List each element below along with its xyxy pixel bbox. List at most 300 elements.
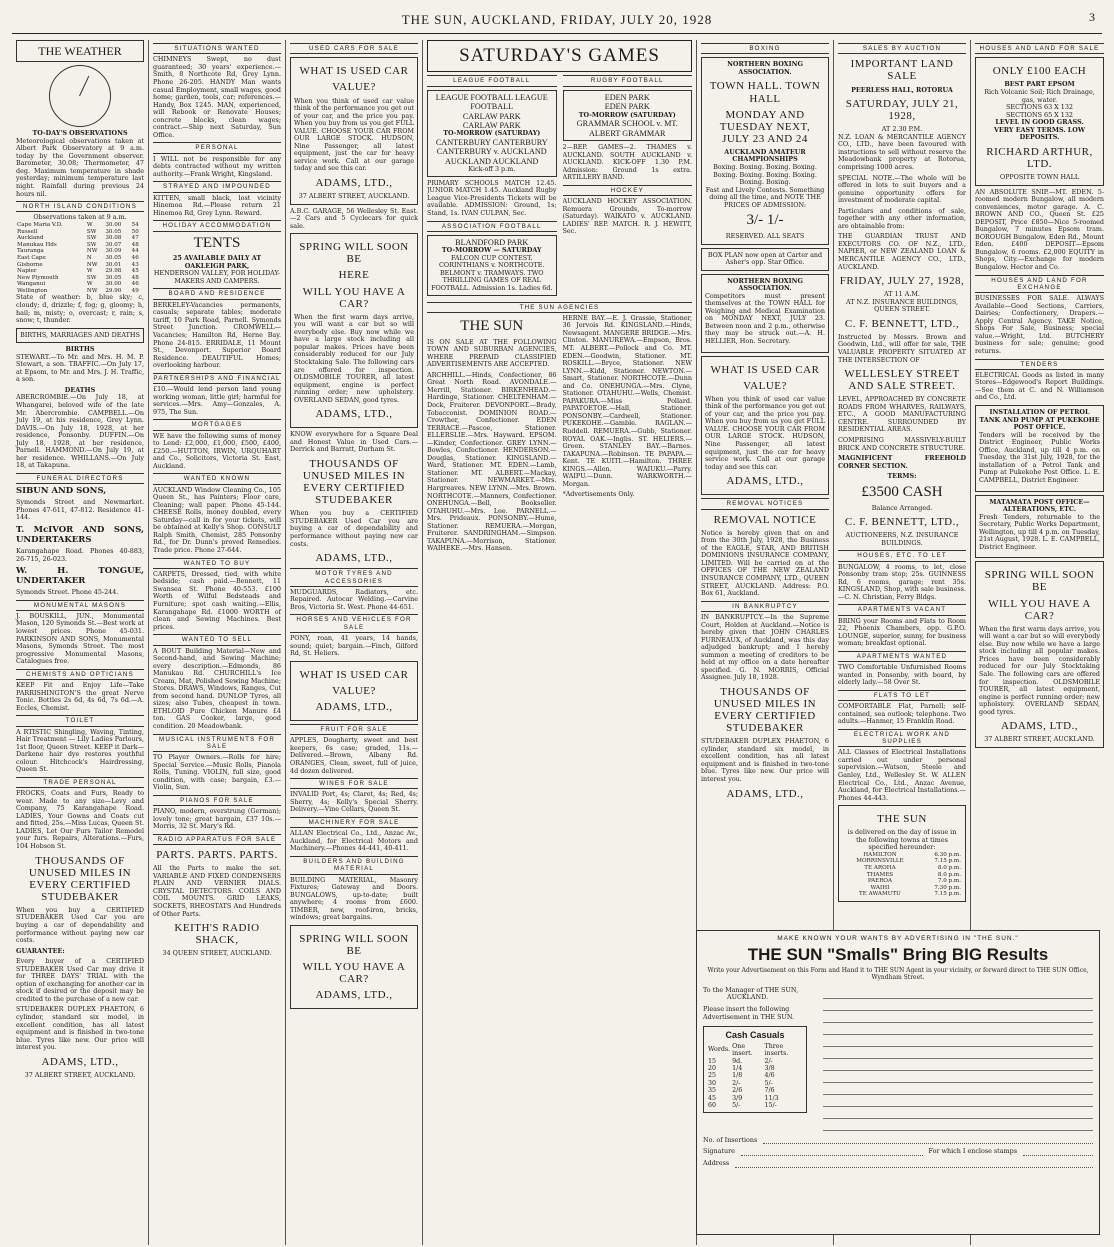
births-title: BIRTHS, MARRIAGES AND DEATHS — [16, 328, 144, 344]
auction-street: WELLESLEY STREET AND SALE STREET. — [844, 368, 960, 393]
wines-title: WINES FOR SALE — [290, 778, 418, 789]
weather-title: THE WEATHER — [16, 40, 144, 62]
used-text: When you think of used car value think of the performance you get out of your car, and the price you pay. When you buy from us you get FULL VALUE. CHOOSE YOUR CAR FROM OUR LARGE STOCK. HUDSON, Nine Passenger, all latest equipment, just the car for heavy service work. Call at our garage today and see this car. — [294, 96, 414, 173]
deaths-text: ABERCROMBIE.—On July 18, at Whangarei, beloved wife of the late Mr. Abercrombie. CAMPBELL.—On July 19, at his residence, Grey Lynn. DAVIS.—On July 18, 1928, at her residence, Ponsonby. DUFFIN.—On July 18, 1928, at her residence, Parnell. HAMMOND.—On July 19, at her residence. WHILLANS.—On July 18, at Takapuna. — [16, 393, 144, 470]
station-t: 44 — [131, 248, 139, 255]
spring-big3-c: WILL YOU HAVE A CAR? — [988, 597, 1091, 622]
rate-cell: 15/- — [764, 1102, 777, 1110]
station-name: Gisborne — [17, 261, 43, 268]
rate-cell: 7/6 — [764, 1087, 775, 1095]
station-t: 48 — [131, 274, 139, 281]
wanted-buy-title: WANTED TO BUY — [153, 558, 281, 569]
holiday-text: HENDERSON VALLEY, FOR HOLIDAY-MAKERS AND CAMPERS. — [153, 269, 281, 285]
apartments-wanted-text: TWO Comfortable Unfurnished Rooms wanted in Ponsonby, with board, by elderly lady.—58 Over St. — [838, 663, 966, 687]
spring-text-c: When the first warm days arrive, you will want a car but so will everybody else. Buy now while we have a large stock including all popular makes. Prices have been considerably reduced for our July Stocktaking Sale. The following cars are offered for inspection. OLDSMOBILE TOURER, all latest equipment, engine is perfect running order; new upholstery. OVERLAND SEDAN, good tyres. — [979, 624, 1100, 716]
ad-writing-lines[interactable] — [823, 987, 1093, 1131]
delivery-time: 7.0 p.m. — [937, 878, 961, 885]
auction-at-nz: AT N.Z. INSURANCE BUILDINGS, QUEEN STREET. — [845, 297, 959, 314]
boxing-prices-note: RESERVED. ALL SEATS — [725, 232, 805, 240]
auction-magnificent: MAGNIFICENT FREEHOLD CORNER SECTION. — [838, 454, 966, 470]
mortgages-text: WE have the following sums of money to Lend: £2,000, £1,000, £500, £400, £250.—HUTTON, IRWIN, URQUHART and Co., Solicitors, Victoria St. East, Auckland. — [153, 431, 281, 470]
league-teams: CANTERBURY CANTERBURY CANTERBURY v. AUCKLAND AUCKLAND AUCKLAND — [435, 137, 548, 166]
auction-friday: FRIDAY, JULY 27, 1928, — [839, 275, 965, 288]
station-bar: 30.05 — [105, 228, 122, 235]
delivery-town: TE AWAMUTU — [859, 891, 901, 898]
houses-list: AN ABSOLUTE SNIP.—MT. EDEN. 5-roomed modern Bungalow, all modern conveniences, motor garage. A. C. BROWN AND CO., Queen St. £25 DEPOSIT, Price £850—Nice 5-roomed Bungalow, 7 minutes Epsom tram. BOROUGH Bungalow, Eden Rd., Mount Eden. £400 DEPOSIT—Epsom Bungalow, 6 rooms. £2,000 EQUITY in Shops, City.—Exchange for modern Bungalow. Hector and Co. — [975, 187, 1104, 271]
enclose-field[interactable] — [1023, 1155, 1093, 1156]
smalls-sub: Write your Advertisement on this Form and Hand it to THE SUN Agent in your vicinity, or forward direct to THE SUN Office, Wyndham Street. — [707, 966, 1089, 981]
board-title: BOARD AND RESIDENCE — [153, 288, 281, 299]
radio-text: All the Parts to make the set. VARIABLE AND FIXED CONDENSERS PLAIN AND VERNIER DIALS. CRYSTAL DETECTORS. COILS AND COIL MOUNTS. GRID LEAKS, SOCKETS, RHEOSTATS And Hundreds of Other Parts. — [153, 864, 281, 918]
houses-sale-title: HOUSES AND LAND FOR SALE — [975, 43, 1104, 54]
trade-text: FROCKS, Coats and Furs, Ready to wear. Made to any size—Levy and Company, 75 Karangahape Road. LADIES, Your Gowns and Coats cut and fitted, 25s.—Miss Lucas, Queen St. LADIES, Let Our Furs Tailor Remodel your furs. Repairs, Alterations.—Furs, 104 Hobson St. — [16, 789, 144, 850]
station-t: 48 — [131, 241, 139, 248]
rate-row — [707, 1102, 803, 1109]
box-plan: BOX PLAN now open at Carter and Asher's opp. Star Office. — [701, 248, 829, 271]
used-big1: WHAT IS USED CAR — [299, 65, 409, 78]
boxing-list: Boxing. Boxing. Boxing. Boxing. Boxing. Boxing. Boxing. Boxing. Boxing. Boxing. — [713, 162, 817, 187]
pianos-title: PIANOS FOR SALE — [153, 795, 281, 806]
musical-title: MUSICAL INSTRUMENTS FOR SALE — [153, 734, 281, 753]
rate-row — [707, 1072, 803, 1079]
ad-line[interactable] — [823, 1119, 1093, 1131]
adams-name-4: ADAMS, LTD., — [315, 552, 393, 565]
column-2 — [149, 40, 286, 1245]
builders-title: BUILDERS AND BUILDING MATERIAL — [290, 856, 418, 875]
bankruptcy-text: IN BANKRUPTCY.—In the Supreme Court, Holden at Auckland.—Notice is hereby given that JOHN CHARLES FURNEAUX, of Auckland, was this day adjudged bankrupt; and I hereby summon a meeting of creditors to be held at my office on a date hereafter specified. G. N. MORRIS, Official Assignee. July 18, 1928. — [701, 612, 829, 682]
rate-cell: 1/8 — [732, 1072, 743, 1080]
ad-line[interactable] — [823, 1047, 1093, 1059]
removal-big: REMOVAL NOTICE — [713, 513, 817, 526]
rate-row — [707, 1087, 803, 1094]
used-text-c: When you think of used car value think of the performance you get out of your car, and the price you pay. When you buy from us you get FULL VALUE. CHOOSE YOUR CAR FROM OUR LARGE STOCK. HUDSON, Nine Passenger, all latest equipment, just the car for heavy service work. Call at our garage today and see this car. — [705, 394, 825, 471]
wanted-buy-text: CARPETS, Dressed, tied, with white bedside; cash paid.—Bennett, 11 Swansea St. Phone 40-553. £100 Worth of Wilful Bedsteads and Furniture; spot cash waiting.—Ellis, Karangahape Rd. £1000 WORTH of clean and Sewing Machines. Best prices. — [153, 569, 281, 631]
delivery-row — [842, 852, 962, 859]
houses-let-text: BUNGALOW, 4 rooms, to let, close Ponsonby tram stop; 25s. GUINNESS Rd, 6 rooms, garage; rent 35s. KINGSLAND, Shop, with sale business.—C. N. Christian, Ferry Bldgs. — [838, 562, 966, 601]
delivery-town: TE AROHA — [864, 865, 896, 872]
abc-garage: A.B.C. GARAGE, 56 Wellesley St. East.—2 Cars and 5 Cyclecars for quick sale. — [290, 206, 418, 230]
delivery-town: MORRINSVILLE — [856, 858, 904, 865]
ad-line[interactable] — [823, 1071, 1093, 1083]
delivery-time: 6.30 p.m. — [934, 851, 961, 858]
cash-casuals-box — [703, 1026, 807, 1113]
delivery-town: THAMES — [866, 871, 894, 878]
enclose-label: For which I enclose stamps — [928, 1147, 1017, 1156]
adams-name-2: ADAMS, LTD., — [315, 176, 393, 189]
delivery-town: WAIHI — [870, 884, 890, 891]
horses-text: PONY, roan, 41 years, 14 hands, sound; quiet; bargain.—Finch, Gilford Rd, St. Heliers. — [290, 634, 418, 658]
auction-level: LEVEL, APPROACHED BY CONCRETE ROADS FROM WHARVES, RAILWAYS, ETC., A GOOD MANUFACTURING CENTRE. SURROUNDED BY RESIDENTIAL AREAS. — [838, 395, 966, 434]
tender-matamata: MATAMATA POST OFFICE—ALTERATIONS, ETC. — [989, 497, 1090, 514]
partnerships-title: PARTNERSHIPS AND FINANCIAL — [153, 373, 281, 384]
station-bar: 30.01 — [105, 261, 122, 268]
station-name: Auckland — [17, 235, 44, 242]
station-bar: 30.07 — [105, 241, 122, 248]
signature-label: Signature — [703, 1147, 735, 1156]
agencies-sun: THE SUN — [460, 317, 524, 334]
barometer-dial-icon — [49, 65, 111, 127]
chemists-text: KEEP Fit and Enjoy Life—Take PARRISHINGTON'S the great Nerve Tonic. Bottles 2s 6d, 4s 6d, 7s 6d.—A. Eccles, Chemist. — [16, 681, 144, 712]
auction-bennett-text: Instructed by Messrs. Brown and Goodwin, Ltd., will offer for sale, THE VALUABLE PROPERTY SITUATED AT THE INTERSECTION OF — [838, 332, 966, 364]
station-name: Wanganui — [17, 281, 46, 288]
station-wind: NW — [86, 248, 98, 255]
rate-cell: 2/- — [732, 1079, 741, 1087]
adams-name-6: ADAMS, LTD., — [315, 989, 393, 1002]
apartments-title: APARTMENTS VACANT — [838, 604, 966, 615]
tender-matamata-text: Fresh Tenders, returnable to the Secretary, Public Works Department, Wellington, up till 4 p.m. on Tuesday, 21st August, 1928. L. E. CAMPBELL, District Engineer. — [979, 512, 1100, 551]
boxing-assoc: NORTHERN BOXING ASSOCIATION. — [727, 60, 803, 76]
funeral-2-text: Karangahape Road. Phones 40-883, 26-715, 26-023. — [16, 546, 144, 563]
weather-obs-text: Meteorological observations taken at Albert Park Observatory at 9 a.m. today by the Government observer. Barometer, 30.08; Thermometer, 47 deg. Maximum temperature in shade yesterday; minimum temperature last night. Rainfall during previous 24 hours nil. — [16, 136, 144, 198]
delivery-time: 8.0 p.m. — [937, 871, 961, 878]
weather-state-note: State of weather: b, blue sky; c, cloudy; d, drizzle; f, fog; g, gloomy; h, hail; m, misty; o, overcast; r, rain; s, snow; t, thunder. — [16, 293, 144, 325]
boxing-town-hall: TOWN HALL. TOWN HALL — [709, 80, 821, 105]
league-date: TO-MORROW (SATURDAY) — [443, 129, 541, 138]
signature-field[interactable] — [741, 1155, 923, 1156]
address-field[interactable] — [735, 1167, 1093, 1168]
station-t: 46 — [131, 254, 139, 261]
ad-line[interactable] — [823, 987, 1093, 999]
auction-balance: Balance Arranged. — [871, 503, 933, 512]
rate-cell: 9d. — [732, 1057, 743, 1065]
adams-name-3: ADAMS, LTD., — [315, 408, 393, 421]
situations-text: CHIMNEYS Swept, no dust guaranteed; 30 years' experience.—Smith, 8 Northcote Rd, Grey Lynn. Phone 26-205. HANDY Man wants casual Employment, small wages, good home; garden, tools, car; references.—Handy, Box 1245. MAN, experienced, will Rebook or Renovate Houses; concrete blocks, clean wages; contract.—Ship next Saturday, Sun Office. — [153, 55, 281, 139]
apartments-text: BRING your Rooms and Flats to Room 22, Phoenix Chambers, opp. G.P.O. LOUNGE, superior, sunny, for business woman; breakfast optional. — [838, 616, 966, 648]
machinery-text: ALLAN Electrical Co., Ltd., Anzac Av., Auckland, for Electrical Motors and Machinery.—Phones 44-441, 40-411. — [290, 829, 418, 853]
musical-text: TO Player Owners.—Rolls for hire; Special Service.—Music Rolls, Pianola Rolls, Tuning. VIOLIN, full size, good condition, with case; bargain, £3.—Violin, Sun. — [153, 753, 281, 792]
delivery-row — [842, 858, 962, 865]
thousands-offer: STUDEBAKER DUPLEX PHAETON, 6 cylinder, standard six model, in excellent condition, has all latest equipment and is finished in two-tone blue. Tyres like new. Our price will interest you. — [16, 1005, 144, 1052]
auction-nz-loan: N.Z. LOAN & MERCANTILE AGENCY CO., LTD., have been favoured with instructions to sell without reserve the Meadowbank property at Rotorua, comprising 1000 acres. — [838, 132, 966, 171]
spring-text: When the first warm days arrive, you will want a car but so will everybody else. Buy now while we have a large stock including all popular makes. Prices have been considerably reduced for our July Stocktaking Sale. The following cars are offered for inspection. OLDSMOBILE TOURER, all latest equipment, engine is perfect running order; new upholstery. OVERLAND SEDAN, good tyres. — [294, 312, 414, 404]
ad-line[interactable] — [823, 1035, 1093, 1047]
used-big2: VALUE? — [332, 81, 376, 94]
station-t: 46 — [131, 281, 139, 288]
station-t: 49 — [131, 287, 139, 294]
agencies-list-2: HERNE BAY.—E. J. Grassie, Stationer, 36 Jervois Rd. KINGSLAND.—Hinds, Newsagent. MANGERE BRIDGE.—Mrs. Clinton. MANUREWA.—Empson, Bros. MT. ALBERT.—Pollock and Co. MT. EDEN.—Goodwin, Stationer. MT. ROSKILL.—Bryce, Stationer. NEW LYNN.—Kidd, Stationer. NEWTON.—Smart, Stationer. NORTHCOTE.—Dunn and Co. ONEHUNGA.—Mrs. Clyne, Stationer. OTAHUHU.—Wells, Chemist. PAPAKURA.—Miss Pollard. PAPATOETOE.—Hall, Stationer. PONSONBY.—Cardwell, Stationer. PUKEKOHE.—Gamble. RAGLAN.—Ruddell. REMUERA.—Gubb, Stationer. ROYAL OAK.—Inglis. ST. HELIERS.—Green. STANLEY BAY.—Barnes. TAKAPUNA.—Robinson. TE PAPAPA.—Kent. TE KUITI.—Hamilton. THREE KINGS.—Allen. WAIUKU.—Parry. WAIPU.—Dunn. WARKWORTH.—Morgan. — [562, 314, 692, 488]
station-bar: 30.08 — [105, 235, 122, 242]
thousands-body-2: When you buy a CERTIFIED STUDEBAKER Used Car you are buying a car of dependability and performance without paying new car costs. — [290, 509, 418, 548]
thousands-ad-3: THOUSANDS OF UNUSED MILES IN EVERY CERTIFIED STUDEBAKER — [713, 685, 817, 735]
station-bar: 30.00 — [105, 281, 122, 288]
rate-cell: 2/6 — [732, 1087, 743, 1095]
station-wind: SW — [86, 274, 97, 281]
delivery-row — [842, 872, 962, 879]
auction-terms: TERMS: — [887, 472, 917, 481]
delivery-time: 8.0 p.m. — [937, 865, 961, 872]
rugby-head: RUGBY FOOTBALL — [563, 75, 693, 86]
used-big1-b: WHAT IS USED CAR — [299, 668, 409, 681]
smalls-insert: Please insert the following Advertisement in THE SUN. — [703, 1004, 795, 1021]
station-bar: 30.05 — [105, 254, 122, 261]
houses-best-text: Rich Volcanic Soil; Rich Drainage, gas, water. — [984, 87, 1095, 104]
spring-big1-c: SPRING WILL SOON BE — [984, 569, 1095, 594]
rate-cell: 11/3 — [764, 1094, 779, 1102]
know-text: KNOW everywhere for a Square Deal and Honest Value in Used Cars.—Derrick and Barratt, Durham St. — [290, 430, 418, 454]
rate-cell: 60 — [708, 1102, 717, 1110]
rate-row — [707, 1080, 803, 1087]
spring-big1-b: SPRING WILL SOON BE — [299, 932, 409, 957]
station-name: Wellington — [17, 287, 48, 294]
horses-title: HORSES AND VEHICLES FOR SALE — [290, 614, 418, 633]
holiday-title: HOLIDAY ACCOMMODATION — [153, 220, 281, 231]
auction-bennett2-b: AUCTIONEERS, N.Z. INSURANCE BUILDINGS. — [845, 531, 959, 547]
situations-title: SITUATIONS WANTED — [153, 43, 281, 54]
ad-line[interactable] — [823, 1059, 1093, 1071]
boxing-dates: MONDAY AND TUESDAY NEXT, JULY 23 AND 24 — [719, 108, 811, 145]
tender-post: INSTALLATION OF PETROL TANK AND PUMP AT PUKEKOHE POST OFFICE. — [979, 408, 1100, 432]
auction-friday-b: AT 11 A.M. — [884, 290, 920, 299]
funeral-3-name: W. H. TONGUE, UNDERTAKER — [16, 566, 144, 587]
rugby-date: TO-MORROW (SATURDAY) — [578, 110, 676, 119]
station-bar: 30.05 — [105, 274, 122, 281]
used-big2-b: VALUE? — [332, 684, 376, 697]
wanted-sell-text: A BOUT Building Material—New and Second-hand, and Sewing Machine; every description.—Edmonds, 86 Manukau Rd. CHURCHILL's Ice Cream, Mat, Polished Sewing Machine; Stores. DRAWS, Windows, Ranges, Cut from second hand. DUNLOP Tyres, all sizes; also Tubes, cheapest in town. ETHLOID Pure Chicken Manure £4 ton. GAS Cooker, large, good condition. 20 Meadowbank. — [153, 646, 281, 730]
station-row — [16, 229, 144, 236]
boxing-notice-text: Competitors must present themselves at the TOWN HALL for Weighing and Medical Examination on MONDAY NEXT, JULY 23. Between noon and 2 p.m., otherwise they may be struck out.—A. H. HELLIER, Hon. Secretary. — [705, 291, 825, 346]
station-row — [16, 255, 144, 262]
assoc-head: ASSOCIATION FOOTBALL — [427, 221, 557, 232]
smalls-to2: AUCKLAND. — [727, 993, 769, 1002]
thousands-ad: THOUSANDS OF UNUSED MILES IN EVERY CERTIFIED STUDEBAKER — [28, 854, 132, 903]
masthead-title: THE SUN, AUCKLAND, FRIDAY, JULY 20, 1928 — [401, 12, 713, 28]
column-3 — [286, 40, 423, 1245]
cash-casuals-title: Cash Casuals — [725, 1030, 785, 1041]
station-wind: W — [86, 221, 93, 228]
fruit-text: APPLES, Dougherty, sweet and best keepers, 6s case; graded, 11s.—Delivered.—Brown, Albany Rd. ORANGES, Clean, sweet, full of juice, 4d dozen delivered. — [290, 736, 418, 775]
machinery-title: MACHINERY FOR SALE — [290, 817, 418, 828]
spring-big3-b: WILL YOU HAVE A CAR? — [302, 961, 406, 986]
auction-date1b: AT 2.30 P.M. — [881, 125, 923, 134]
rate-cell: 30 — [708, 1079, 717, 1087]
delivery-town: HAMILTON — [863, 851, 897, 858]
boxing-note: Fast and Lively Contests. Something doing all the time, and NOTE THE PRICES OF ADMISSION: — [705, 185, 825, 209]
league-banner: LEAGUE FOOTBALL LEAGUE FOOTBALL — [435, 92, 548, 112]
auction-date1: SATURDAY, JULY 21, 1928, — [845, 98, 959, 123]
personal-title: PERSONAL — [153, 142, 281, 153]
funeral-1-name: SIBUN AND SONS, — [16, 486, 107, 497]
auction-bennett2: C. F. BENNETT, LTD., — [844, 516, 960, 529]
station-bar: 29.90 — [105, 287, 122, 294]
apartments-wanted-title: APARTMENTS WANTED — [838, 651, 966, 662]
adams-name-9: ADAMS, LTD., — [1000, 720, 1079, 733]
rate-cell: 35 — [708, 1087, 717, 1095]
ad-line[interactable] — [823, 999, 1093, 1011]
blandford-park: BLANDFORD PARK — [455, 237, 529, 247]
tenders-text: ELECTRICAL Goods as listed in many Stores—Edgewood's Report Buildings.—See them at C. and N. Williamson and Co., Ltd. — [975, 370, 1104, 402]
masthead — [12, 10, 1102, 34]
nic-header: Observations taken at 9 a.m. — [33, 213, 127, 222]
electrical-title: ELECTRICAL WORK AND SUPPLIES — [838, 729, 966, 748]
station-wind: W — [86, 281, 93, 288]
station-t: 43 — [131, 261, 139, 268]
eden-park-2: EDEN PARK — [604, 102, 650, 112]
smalls-banner: MAKE KNOWN YOUR WANTS BY ADVERTISING IN "THE SUN." — [777, 935, 1019, 942]
rate-cell: 20 — [708, 1064, 717, 1072]
thousands-body: When you buy a CERTIFIED STUDEBAKER Used Car you are buying a car of dependability and performance without paying new car costs. — [16, 905, 144, 945]
business-title: HOUSES AND LAND FOR EXCHANGE — [975, 275, 1104, 294]
ad-line[interactable] — [823, 1023, 1093, 1035]
delivery-time: 7.15 p.m. — [934, 858, 961, 865]
wines-text: INVALID Port, 4s; Claret, 4s; Red, 4s; Sherry, 4s; Kelly's Special Sherry. Delivery.—Vine Cellars, Queen St. — [290, 790, 418, 814]
blandford-date: TO-MORROW — SATURDAY — [441, 246, 542, 255]
station-t: 50 — [131, 228, 139, 235]
station-wind: NW — [86, 287, 98, 294]
auction-peerless: PEERLESS HALL, ROTORUA — [851, 85, 953, 94]
league-kick: Kick-off 3 p.m. — [468, 165, 516, 174]
smalls-coupon — [696, 930, 1100, 1235]
station-wind: SW — [86, 228, 97, 235]
station-name: Manukau Hds — [17, 241, 57, 248]
births-head: BIRTHS — [65, 345, 95, 354]
eden-park: EDEN PARK — [604, 92, 650, 102]
rate-cell: 3/8 — [764, 1064, 775, 1072]
used-cars-title: USED CARS FOR SALE — [290, 43, 418, 54]
flats-title: FLATS TO LET — [838, 690, 966, 701]
used-big1-c: WHAT IS USED CAR — [710, 363, 820, 376]
ad-line[interactable] — [823, 1107, 1093, 1119]
strayed-text: KITTEN, small black, lost vicinity Hinemoa Rd.—Please return 21 Hinemoa Rd, Grey Lynn. Reward. — [153, 193, 281, 217]
rate-row — [707, 1065, 803, 1072]
toilet-title: TOILET — [16, 715, 144, 726]
delivery-row — [842, 878, 962, 885]
trade-title: TRADE PERSONAL — [16, 777, 144, 788]
auction-price: £3500 CASH — [861, 483, 943, 500]
station-name: East Cape — [17, 254, 46, 261]
station-row — [16, 262, 144, 269]
insertions-field[interactable] — [763, 1143, 1093, 1144]
station-name: New Plymouth — [17, 274, 59, 281]
agencies-list: ARCHHILL.—Hinds, Confectioner, 86 Great North Road. AVONDALE.—Merrill, Stationer. BIRKENHEAD.—Hardinge, Stationer. CHELTENHAM.—Dock, Fruiterer. DEVONPORT.—Brady, Tobacconist. DOMINION ROAD.—Crowther, Confectioner. EDEN TERRACE.—Pascoe, Stationer. ELLERSLIE.—Mrs. Hayward. EPSOM.—Kinder, Confectioner. GREY LYNN.—Bowles, Confectioner. HENDERSON.—Douglas, Stationer. KINGSLAND.—Ward, Stationer. MT. EDEN.—Lamb, Stationer. MT. ALBERT.—Mackay, Stationer. NEWMARKET.—Mrs. Hargreaves. NEW LYNN.—Mrs. Brown. NORTHCOTE.—Manners, Confectioner. ONEHUNGA.—Bell, Bookseller. OTAHUHU.—Mrs. Lee. PARNELL.—Mrs. Prideaux. PONSONBY.—Hume, Stationer. REMUERA.—Morgan, Fruiterer. SANDRINGHAM.—Simpson. TAKAPUNA.—Morrison, Stationer. WAIHEKE.—Mrs. Hansen. — [427, 370, 557, 553]
auction-title: SALES BY AUCTION — [838, 43, 966, 54]
ad-line[interactable] — [823, 1011, 1093, 1023]
rate-cell: 15 — [708, 1057, 717, 1065]
houses-level: LEVEL IN GOOD GRASS. — [995, 118, 1084, 127]
station-t: 47 — [131, 235, 139, 242]
delivery-row — [842, 865, 962, 872]
hockey-head: HOCKEY — [563, 185, 693, 196]
station-wind: SW — [86, 241, 97, 248]
station-t: 54 — [131, 221, 139, 228]
agencies-footer: *Advertisements Only. — [562, 490, 635, 499]
flats-text: COMFORTABLE Flat, Parnell; self-contained, sea outlook; telephone. Two adults.—Hanmer, 15 Franklin Road. — [838, 702, 966, 726]
station-row — [16, 248, 144, 255]
wanted-sell-title: WANTED TO SELL — [153, 634, 281, 645]
monumental-text: J. BOUSKILL, JUN., Monumental Mason, 120 Symonds St.—Best work at lowest prices. Phone 45-031. PARKINSON AND SONS, Monumental Masons, Symonds Street. The most progressive Monumental Masons, Catalogues free. — [16, 611, 144, 666]
nic-title: NORTH ISLAND CONDITIONS — [16, 201, 144, 212]
keith-name: KEITH'S RADIO SHACK, — [174, 922, 260, 947]
station-row — [16, 222, 144, 229]
carlaw-park: CARLAW PARK — [462, 111, 521, 121]
delivery-row — [842, 885, 962, 892]
smalls-to: To the Manager of THE SUN, — [703, 985, 799, 994]
houses-arthur: RICHARD ARTHUR, LTD. — [986, 145, 1093, 170]
games-title: SATURDAY'S GAMES — [427, 40, 692, 72]
houses-sections: SECTIONS 63 X 132 — [1006, 103, 1073, 112]
station-wind: N — [86, 254, 92, 261]
delivery-row — [842, 891, 962, 898]
boxing-notice-head: NORTHERN BOXING ASSOCIATION. — [727, 276, 803, 293]
rate-cell: 1/4 — [732, 1064, 743, 1072]
thousands-guarantee-head: GUARANTEE: — [16, 946, 65, 955]
auction-bennett: C. F. BENNETT, LTD., — [844, 317, 960, 330]
builders-text: BUILDING MATERIAL, Masonry Fixtures; Gateway and Doors. BUNGALOWS, up-to-date; built anywhere; 4 rooms from £600. TIMBER, new, roof-iron, bricks, windows; great bargains. — [290, 875, 418, 922]
thousands-ad-2: THOUSANDS OF UNUSED MILES IN EVERY CERTIFIED STUDEBAKER — [302, 458, 406, 507]
station-wind: NW — [86, 261, 98, 268]
births-text: STEWART.—To Mr. and Mrs. H. M. P. Stewart, a son. TRAFFIC.—On July 17, at Epsom, to Mr. and Mrs. J. H. Traffic, a son. — [16, 352, 144, 384]
league-column — [427, 72, 557, 298]
station-name: Tauranga — [17, 248, 44, 255]
agencies-title: THE SUN AGENCIES — [427, 302, 692, 313]
personal-text: I WILL not be responsible for any debts contracted without my written authority.—Frank Wright, Kingsland. — [153, 154, 281, 178]
column-1 — [12, 40, 149, 1245]
rugby-text: 2—REP. GAMES—2. THAMES v. AUCKLAND. SOUTH AUCKLAND v. AUCKLAND. KICK-OFF 1.30 P.M. Admission: Ground 1s extra. ARTILLERY BAND. — [562, 142, 692, 182]
station-row — [16, 275, 144, 282]
league-text: PRIMARY SCHOOLS MATCH 12.45. JUNIOR MATCH 1.45. Auckland Rugby League Vice-Presidents Tickets will be available. ADMISSION: Ground, 1s; Stand, 1s. IVAN CULPAN, Sec. — [427, 178, 557, 217]
station-row — [16, 242, 144, 249]
station-wind: W — [86, 268, 93, 275]
bankruptcy-title: IN BANKRUPTCY — [701, 601, 829, 612]
electrical-text: ALL Classes of Electrical Installations carried out under personal supervision.—Watson, Steele and Ganley, Ltd., Wellesley St. W. ALLEN Electrical Co., Ltd., Anzac Avenue, Auckland, for Electrical Installations.—Phones 44-443. — [838, 748, 966, 802]
hockey-text: AUCKLAND HOCKEY ASSOCIATION. Remuera Grounds, To-morrow (Saturday). WAIKATO v. AUCKLAND. LADIES' REP. MATCH. R. J. HEWITT, Sec. — [562, 197, 692, 236]
delivery-table — [842, 852, 962, 898]
motor-text: MUDGUARDS, Radiators, etc. Repaired. Autocar Welding.—Carvine Bros, Victoria St. West. Phone 44-651. — [290, 587, 418, 611]
station-name: Napier — [17, 268, 37, 275]
delivery-town: PAEROA — [867, 878, 893, 885]
station-row — [16, 281, 144, 288]
wanted-known-title: WANTED KNOWN — [153, 473, 281, 484]
adams-name-8: ADAMS, LTD., — [726, 787, 804, 800]
motor-title: MOTOR TYRES AND ACCESSORIES — [290, 568, 418, 587]
smalls-title: THE SUN "Smalls" Bring BIG Results — [747, 944, 1049, 964]
houses-sections-2: SECTIONS 65 X 132 — [1006, 110, 1073, 119]
boxing-prices: 3/- 1/- — [746, 212, 784, 229]
mortgages-title: MORTGAGES — [153, 419, 281, 430]
rate-cell: 2/- — [764, 1057, 773, 1065]
station-row — [16, 268, 144, 275]
deaths-head: DEATHS — [64, 385, 96, 394]
delivery-time: 7.30 p.m. — [934, 884, 961, 891]
rate-cell: 25 — [708, 1072, 717, 1080]
adams-name-7: ADAMS, LTD., — [726, 475, 804, 488]
removal-title: REMOVAL NOTICES — [701, 498, 829, 509]
station-wind: SW — [86, 235, 97, 242]
strayed-title: STRAYED AND IMPOUNDED — [153, 181, 281, 192]
funeral-1-text: Symonds Street and Newmarket. Phones 47-611, 47-812. Residence 41-144. — [16, 498, 144, 522]
auction-comprising: COMPRISING MASSIVELY-BUILT BRICK AND CONCRETE STRUCTURE. — [838, 436, 966, 452]
holiday-big: TENTS — [193, 234, 241, 251]
tender-post-text: Tenders will be received by the District Engineer, Public Works Office, Auckland, up till 4 p.m. on Tuesday, the 31st July, 1928, for the installation of a Petrol Tank and Pump at Pukekohe Post Office. L. E. CAMPBELL, District Engineer. — [979, 430, 1100, 484]
ad-line[interactable] — [823, 1095, 1093, 1107]
business-text: BUSINESSES FOR SALE. ALWAYS Available—Good Sections, Carriers, Dairies; Confectionery, Drapers.—Apply Central Agency. TAKE Notice, Shops For Sale, Business; special value.—Wright, Ltd. BUTCHERY business for sale; genuine; good returns. — [975, 294, 1104, 355]
adams-address-9: 37 ALBERT STREET, AUCKLAND. — [984, 735, 1095, 744]
boxing-title: BOXING — [701, 43, 829, 54]
ad-line[interactable] — [823, 1083, 1093, 1095]
removal-text: Notice is hereby given that on and from the 30th July, 1928, the Business of the EAGLE, STAR, AND BRITISH DOMINIONS INSURANCE COMPANY, LIMITED. Will be carried on at the OFFICES OF THE NEW ZEALAND INSURANCE COMPANY, LTD., QUEEN STREET, AUCKLAND. Address: P.O. Box 61, Auckland. — [701, 528, 829, 598]
auction-important: IMPORTANT LAND SALE — [850, 58, 954, 83]
rate-cell: 3/9 — [732, 1094, 743, 1102]
houses-only: ONLY £100 EACH — [992, 65, 1087, 78]
funeral-title: FUNERAL DIRECTORS — [16, 473, 144, 484]
rate-row — [707, 1095, 803, 1102]
spring-big3: WILL YOU HAVE A CAR? — [302, 285, 406, 310]
station-name: Cape Maria V.D. — [17, 221, 63, 228]
weather-obs-title: TO-DAY'S OBSERVATIONS — [32, 129, 128, 138]
houses-terms: VERY EASY TERMS. LOW DEPOSITS. — [993, 125, 1086, 142]
rate-cell: 4/6 — [764, 1072, 775, 1080]
rate-cell: 5/- — [764, 1079, 773, 1087]
keith-address: 34 QUEEN STREET, AUCKLAND. — [162, 949, 272, 958]
